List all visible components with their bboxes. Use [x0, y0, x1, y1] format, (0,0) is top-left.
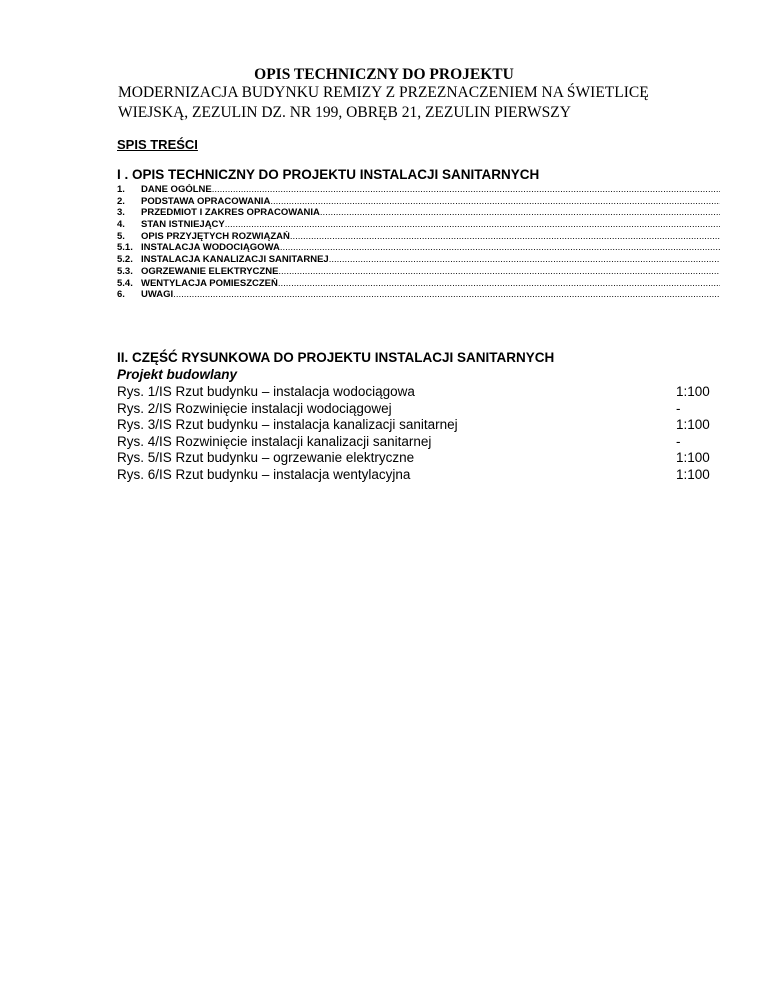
toc-list [117, 184, 720, 301]
toc-item [117, 278, 720, 290]
drawing-label: Rys. 2/IS Rozwinięcie instalacji wodociągowej [117, 400, 392, 416]
drawing-scale: 1:100 [676, 466, 710, 482]
toc-item-label: UWAGI [141, 289, 174, 301]
drawings-list [117, 384, 717, 484]
drawing-label: Rys. 5/IS Rzut budynku – ogrzewanie elektryczne [117, 450, 415, 466]
subtitle-line: WIEJSKĄ, ZEZULIN DZ. NR 199, OBRĘB 21, ZEZULIN PIERWSZY [118, 104, 571, 121]
toc-item-label: PODSTAWA OPRACOWANIA [141, 195, 271, 207]
toc-item-number: 5.2. [117, 254, 133, 266]
toc-item [117, 289, 720, 301]
toc-item-number: 5.4. [117, 277, 133, 289]
toc-dot-leader [278, 278, 720, 290]
toc-dot-leader [173, 289, 720, 301]
toc-item [117, 231, 720, 243]
toc-dot-leader [320, 207, 720, 219]
toc-item [117, 254, 720, 266]
toc-item-label: INSTALACJA KANALIZACJI SANITARNEJ [141, 254, 329, 266]
drawing-row [117, 450, 717, 467]
toc-item-number: 5. [117, 230, 125, 242]
toc-item-label: STAN ISTNIEJĄCY [141, 219, 225, 231]
toc-item-label: PRZEDMIOT I ZAKRES OPRACOWANIA [141, 207, 320, 219]
toc-dot-leader [212, 184, 720, 196]
toc-item-label: OGRZEWANIE ELEKTRYCZNE [141, 265, 279, 277]
toc-item-number: 6. [117, 289, 125, 301]
document-title: OPIS TECHNICZNY DO PROJEKTU [254, 66, 514, 83]
toc-dot-leader [280, 242, 720, 254]
drawing-row [117, 401, 717, 418]
toc-heading: SPIS TREŚCI [117, 137, 198, 152]
toc-item-label: WENTYLACJA POMIESZCZEŃ [141, 277, 278, 289]
toc-item [117, 266, 720, 278]
toc-dot-leader [225, 219, 720, 231]
toc-item-label: DANE OGÓLNE [141, 184, 212, 195]
drawing-scale: 1:100 [676, 384, 710, 399]
toc-item-number: 1. [117, 184, 125, 195]
toc-item [117, 184, 720, 196]
drawing-scale: 1:100 [676, 450, 710, 466]
drawing-label: Rys. 3/IS Rzut budynku – instalacja kanalizacji sanitarnej [117, 417, 458, 433]
drawing-row [117, 417, 717, 434]
drawing-scale: - [676, 433, 681, 449]
drawing-label: Rys. 6/IS Rzut budynku – instalacja wentylacyjna [117, 466, 411, 482]
project-type-subheading: Projekt budowlany [117, 367, 238, 382]
toc-item-label: OPIS PRZYJĘTYCH ROZWIĄZAŃ [141, 230, 290, 242]
subtitle-line: MODERNIZACJA BUDYNKU REMIZY Z PRZEZNACZENIEM NA ŚWIETLICĘ [118, 84, 649, 101]
toc-item [117, 196, 720, 208]
toc-item-number: 5.1. [117, 242, 133, 254]
section-1-heading: I . OPIS TECHNICZNY DO PROJEKTU INSTALACJI SANITARNYCH [117, 167, 540, 182]
drawing-row [117, 467, 717, 484]
toc-dot-leader [270, 196, 720, 208]
toc-item [117, 219, 720, 231]
drawing-scale: 1:100 [676, 417, 710, 433]
document-subtitle [118, 83, 649, 123]
section-2-heading: II. CZĘŚĆ RYSUNKOWA DO PROJEKTU INSTALACJI SANITARNYCH [117, 350, 555, 365]
toc-item-label: INSTALACJA WODOCIĄGOWA [141, 242, 280, 254]
toc-dot-leader [278, 266, 720, 278]
drawing-label: Rys. 1/IS Rzut budynku – instalacja wodociągowa [117, 384, 415, 399]
toc-item-number: 3. [117, 207, 125, 219]
drawing-row [117, 434, 717, 451]
toc-dot-leader [329, 254, 720, 266]
drawing-row [117, 384, 717, 401]
toc-item [117, 242, 720, 254]
toc-item-number: 5.3. [117, 265, 133, 277]
toc-item-number: 4. [117, 219, 125, 231]
toc-item-number: 2. [117, 195, 125, 207]
drawing-label: Rys. 4/IS Rozwinięcie instalacji kanalizacji sanitarnej [117, 433, 432, 449]
toc-item [117, 207, 720, 219]
toc-dot-leader [290, 231, 720, 243]
drawing-scale: - [676, 400, 681, 416]
